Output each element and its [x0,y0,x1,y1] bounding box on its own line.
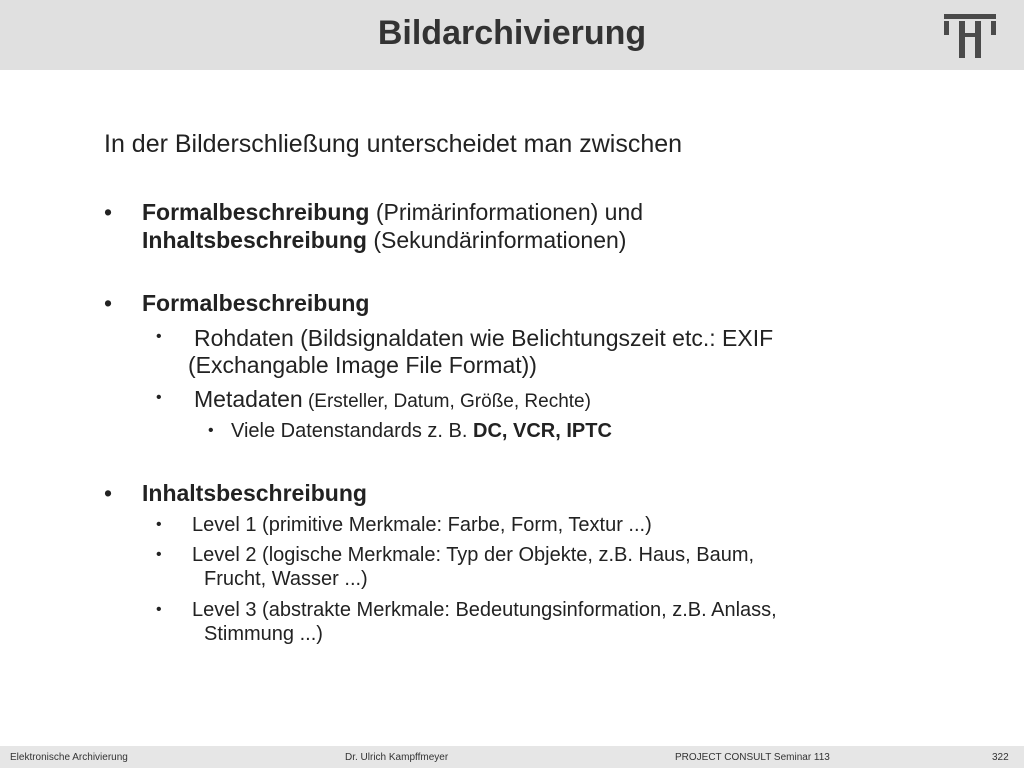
bullet-marker: • [104,199,113,225]
footer-author: Dr. Ulrich Kampffmeyer [345,752,449,763]
section-heading: Inhaltsbeschreibung [142,480,367,506]
slide-footer [0,746,1024,768]
term-detail: (Primärinformationen) und [369,199,644,225]
intro-text: In der Bilderschließung unterscheidet man zwischen [104,130,683,158]
slide-title: Bildarchivierung [377,14,647,52]
bullet-marker: • [156,389,162,406]
footer-course: Elektronische Archivierung [10,752,128,763]
bold-term: Inhaltsbeschreibung [142,227,367,253]
bullet-marker: • [156,601,162,618]
section-heading: Formalbeschreibung [142,290,370,316]
standards-list: DC, VCR, IPTC [473,420,612,442]
sub-bullet-text: Rohdaten (Bildsignaldaten wie Belichtungszeit etc.: EXIF [194,325,774,351]
sub-bullet-text: Metadaten [194,386,303,412]
sub-bullet-detail: (Ersteller, Datum, Größe, Rechte) [302,391,591,412]
sub-bullet-text: Stimmung ...) [204,623,323,645]
bullet-marker: • [156,546,162,563]
term-detail: (Sekundärinformationen) [366,227,627,253]
sub-bullet-text: Frucht, Wasser ...) [204,568,368,590]
bullet-marker: • [208,422,214,439]
bullet-marker: • [104,290,113,316]
page-number: 322 [992,752,1009,763]
sub-bullet-text: (Exchangable Image File Format)) [188,352,537,378]
sub-sub-bullet-text: Viele Datenstandards z. B. [231,420,473,442]
bullet-marker: • [104,480,113,506]
sub-bullet-text: Level 3 (abstrakte Merkmale: Bedeutungsinformation, z.B. Anlass, [192,599,777,621]
sub-bullet-text: Level 2 (logische Merkmale: Typ der Objekte, z.B. Haus, Baum, [192,544,755,566]
bullet-marker: • [156,328,162,345]
sub-bullet-text: Level 1 (primitive Merkmale: Farbe, Form, Textur ...) [192,514,652,536]
bold-term: Formalbeschreibung [142,199,370,225]
footer-seminar: PROJECT CONSULT Seminar 113 [675,752,830,763]
bullet-marker: • [156,516,162,533]
